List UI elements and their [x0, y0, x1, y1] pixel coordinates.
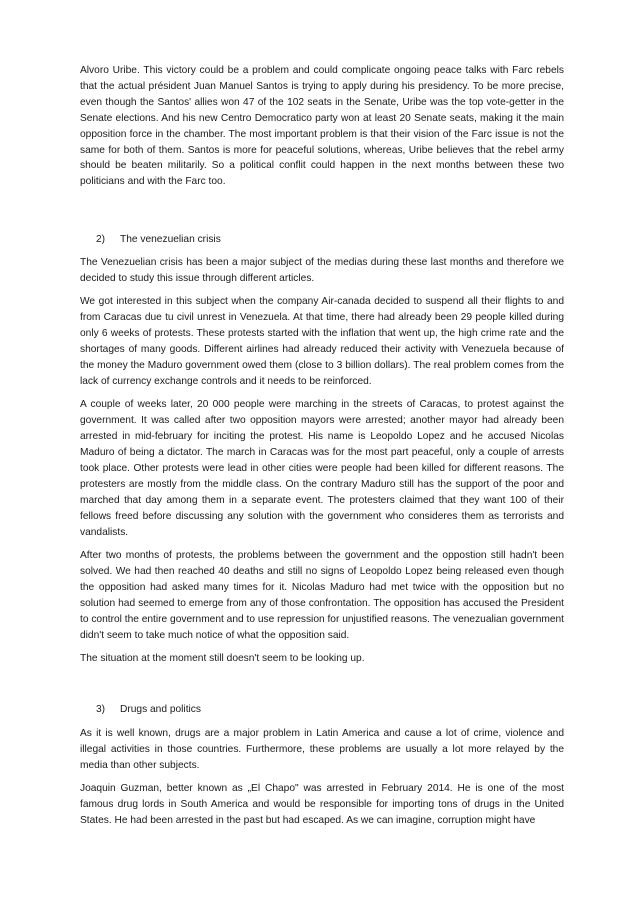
section-number: 2) [96, 233, 106, 245]
section-title: The venezuelian crisis [120, 233, 221, 245]
paragraph: We got interested in this subject when the company Air-canada decided to suspend all their flights to and from Caracas due tu civil unrest in Venezuela. At that time, there had already been 29 people killed during only 6 weeks of protests. These protests started with the inflation that went up, the high crime rate and the shortages of many goods. Different airlines had already reduced their activity with Venezuela because of the money the Maduro government owed them (close to 3 billion dollars). The real problem comes from the lack of currency exchange controls and it needs to be reinforced. [80, 296, 564, 387]
paragraph: As it is well known, drugs are a major problem in Latin America and cause a lot of crime, violence and illegal activities in those countries. Furthermore, these problems are usually a lot more relayed by the media than other subjects. [80, 727, 564, 771]
section-spacer [80, 674, 564, 702]
section-title: Drugs and politics [120, 704, 201, 716]
paragraph: After two months of protests, the problems between the government and the oppostion still hadn't been solved. We had then reached 40 deaths and still no signs of Leopoldo Lopez being released even though the opposition had asked many times for it. Nicolas Maduro had met twice with the opposition but no solution had seemed to emerge from any of those confrontation. The opposition has accused the President to control the entire government and to use repression for unjustified reasons. The venezualian government didn't seem to take much notice of what the opposition said. [80, 550, 565, 641]
section-heading-drugs-and-politics [80, 702, 564, 718]
paragraph: The situation at the moment still doesn't seem to be looking up. [80, 653, 365, 664]
paragraph: The Venezuelian crisis has been a major subject of the medias during these last months and therefore we decided to study this issue through different articles. [80, 257, 564, 285]
paragraph-intro: Alvoro Uribe. This victory could be a problem and could complicate ongoing peace talks with Farc rebels that the actual président Juan Manuel Santos is trying to apply during his presidency. To be more precise, even though the Santos' allies won 47 of the 102 seats in the Senate, Uribe was the top vote-getter in the Senate elections. And his new Centro Democratico party won at least 20 Senate seats, making it the main opposition force in the chamber. The most important problem is that their vision of the Farc issue is not the same for both of them. Santos is more for peaceful solutions, whereas, Uribe believes that the rebel army should be beaten militarily. So a political conflit could happen in the next months between these two politicians and with the Farc too. [80, 65, 564, 188]
section-number: 3) [96, 704, 106, 716]
paragraph: A couple of weeks later, 20 000 people were marching in the streets of Caracas, to protest against the government. It was called after two opposition mayors were arrested; another mayor had already been arrested in mid-february for inciting the protest. His name is Leopoldo Lopez and he accused Nicolas Maduro of being a dictator. The march in Caracas was for the most part peaceful, only a couple of arrests took place. Other protests were lead in other cities were people had been killed for different reasons. The protesters are mostly from the middle class. On the contrary Maduro still has the support of the poor and marched that day among them in a separate event. The protesters claimed that they want 100 of their fellows freed before discussing any solution with the government who consideres them as terrorists and vandalists. [80, 399, 564, 538]
paragraph: Joaquin Guzman, better known as „El Chapo" was arrested in February 2014. He is one of the most famous drug lords in South America and would be responsible for importing tons of drugs in the United States. He had been arrested in the past but had escaped. As we can imagine, corruption might have [80, 783, 564, 826]
section-heading-venezuelian-crisis [80, 232, 564, 248]
section-spacer [80, 198, 564, 232]
